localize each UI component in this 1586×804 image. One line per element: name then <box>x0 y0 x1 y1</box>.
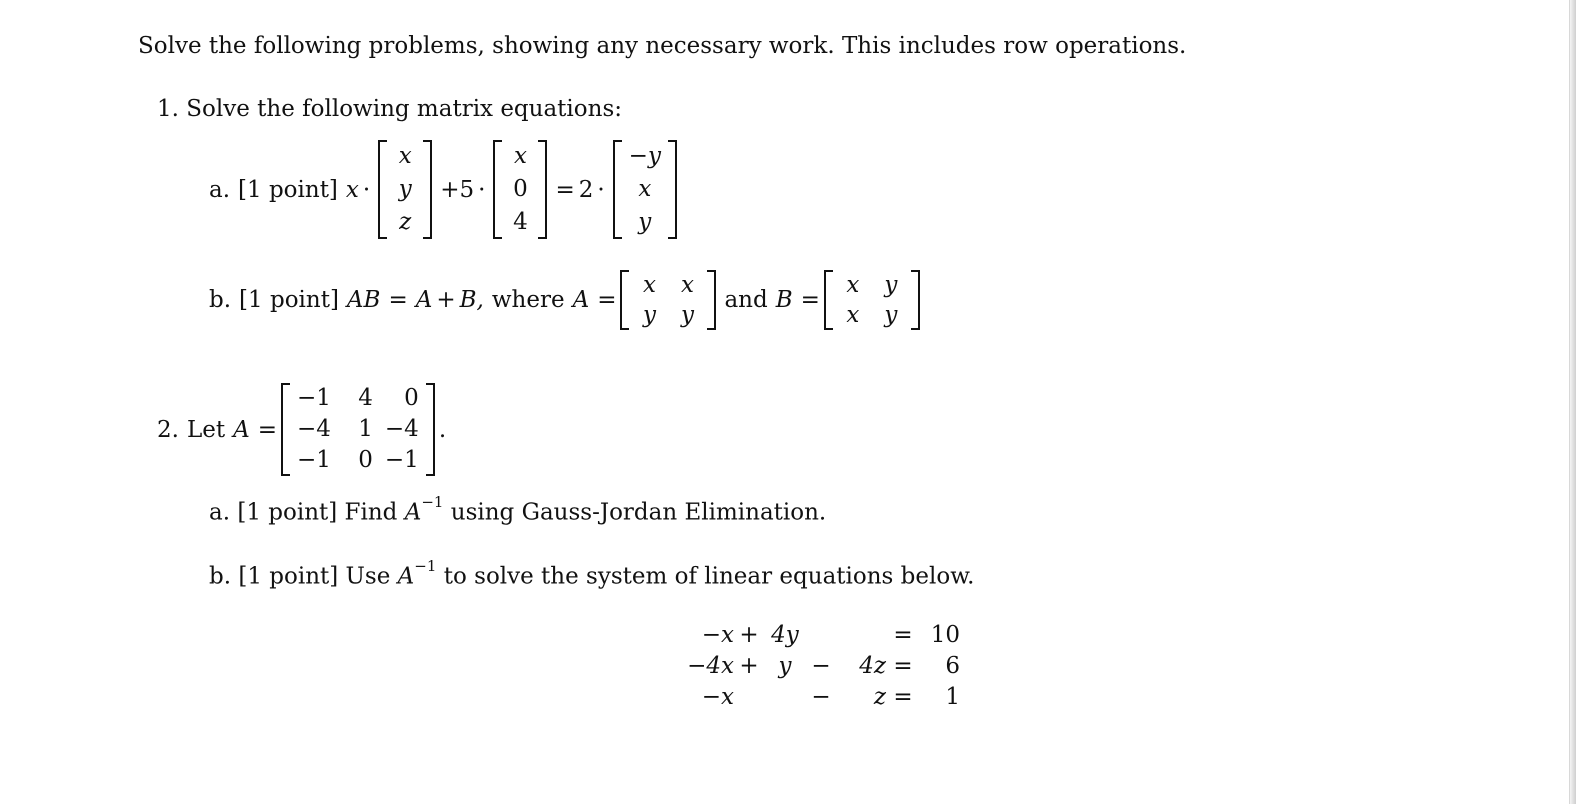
equals-sign: = <box>257 416 277 443</box>
problem-2a-text: using Gauss-Jordan Elimination. <box>450 499 827 526</box>
matrix-cell: 1 <box>358 416 373 442</box>
matrix-b-name: B <box>775 287 793 313</box>
system-operator <box>806 620 836 651</box>
system-term <box>764 682 806 713</box>
vector-yxy <box>613 140 677 239</box>
vector-cell: y <box>638 209 652 235</box>
matrix-cell: x <box>680 272 694 298</box>
matrix-b-2x2 <box>824 270 920 330</box>
system-term <box>836 620 886 651</box>
matrix-cell: −4 <box>384 416 419 442</box>
system-operator: + <box>739 653 759 679</box>
matrix-cell: −4 <box>297 416 331 442</box>
matrix-cell: x <box>642 272 656 298</box>
problem-1-title: Solve the following matrix equations: <box>186 96 622 122</box>
problem-1-heading <box>157 96 622 122</box>
inverse-superscript: −1 <box>421 493 444 511</box>
equals-sign: = <box>893 684 913 710</box>
equation-rhs-a: A <box>415 287 433 313</box>
vector-cell: x <box>398 143 412 169</box>
vector-xyz <box>378 140 432 239</box>
matrix-a-name: A <box>572 287 590 313</box>
vector-cell: 4 <box>513 209 528 235</box>
matrix-a-name: A <box>397 563 415 590</box>
system-operator <box>734 682 764 713</box>
linear-system <box>682 620 960 713</box>
vector-cell: z <box>399 209 412 235</box>
system-constant: 6 <box>945 653 960 679</box>
matrix-cell: 0 <box>358 447 373 473</box>
window-right-edge <box>1569 0 1576 804</box>
vector-cell: x <box>638 176 652 202</box>
system-term: z <box>873 684 886 710</box>
matrix-a-2x2 <box>620 270 716 330</box>
problem-1b-points: [1 point] <box>239 287 339 313</box>
system-term: 4z <box>859 653 886 679</box>
matrix-cell: x <box>846 302 860 328</box>
vector-cell: y <box>398 176 412 202</box>
matrix-cell: −1 <box>297 385 331 411</box>
dot-operator: · <box>597 176 605 203</box>
matrix-cell: x <box>846 272 860 298</box>
system-term: −x <box>701 684 734 710</box>
vector-cell: −y <box>628 143 661 169</box>
problem-2a-points: [1 point] <box>237 499 338 526</box>
vector-x04 <box>493 140 547 239</box>
problem-1-number: 1. <box>157 96 179 122</box>
problem-1a-coef-2: 2 <box>578 176 594 203</box>
system-constant: 10 <box>930 622 960 648</box>
equation-rhs-b: B, <box>459 287 484 313</box>
system-operator: + <box>739 622 759 648</box>
use-word: Use <box>345 563 391 590</box>
inverse-superscript: −1 <box>414 557 437 575</box>
equals-sign: = <box>555 176 575 203</box>
matrix-cell: 0 <box>404 385 419 411</box>
system-operator: − <box>811 653 831 679</box>
dot-operator: · <box>478 176 486 203</box>
equals-sign: = <box>388 287 408 313</box>
plus-operator: + <box>436 287 456 313</box>
problem-2b-points: [1 point] <box>238 563 339 590</box>
vector-cell: 0 <box>513 176 528 202</box>
and-word: and <box>724 287 768 313</box>
where-word: where <box>491 287 565 313</box>
period: . <box>438 416 447 443</box>
problem-2b-text: to solve the system of linear equations below. <box>443 563 975 590</box>
equation-lhs: AB <box>346 287 381 313</box>
problem-1a-points: [1 point] <box>238 176 338 203</box>
system-constant: 1 <box>945 684 960 710</box>
problem-2b <box>209 557 975 590</box>
matrix-cell: −1 <box>384 447 419 473</box>
instructions-text: Solve the following problems, showing any necessary work. This includes row operations. <box>138 33 1187 59</box>
problem-1a-coef-x: x <box>345 176 359 203</box>
problem-1b <box>209 270 924 330</box>
matrix-cell: y <box>884 302 898 328</box>
problem-1a <box>209 140 681 239</box>
matrix-a-name: A <box>233 416 250 443</box>
problem-1a-label: a. <box>209 176 231 203</box>
problem-2a <box>209 493 827 526</box>
matrix-cell: 4 <box>358 385 373 411</box>
vector-cell: x <box>513 143 527 169</box>
system-term: −4x <box>687 653 734 679</box>
problem-1b-label: b. <box>209 287 232 313</box>
plus-operator: + <box>440 176 460 203</box>
problem-2 <box>157 383 446 476</box>
matrix-a-name: A <box>404 499 422 526</box>
equals-sign: = <box>893 653 913 679</box>
dot-operator: · <box>362 176 371 203</box>
equals-sign: = <box>800 287 820 313</box>
matrix-cell: y <box>642 302 656 328</box>
system-term: −x <box>701 622 734 648</box>
system-operator: − <box>811 684 831 710</box>
matrix-cell: y <box>680 302 694 328</box>
find-word: Find <box>344 499 398 526</box>
let-word: Let <box>186 416 226 443</box>
problem-2a-label: a. <box>209 499 231 526</box>
matrix-cell: y <box>884 272 898 298</box>
matrix-cell: −1 <box>297 447 331 473</box>
system-term: 4y <box>771 622 799 648</box>
problem-1a-coef-5: 5 <box>459 176 475 203</box>
equals-sign: = <box>893 622 913 648</box>
system-term: y <box>778 653 792 679</box>
problem-2b-label: b. <box>209 563 232 590</box>
matrix-a-3x3 <box>281 383 435 476</box>
equals-sign: = <box>597 287 617 313</box>
problem-2-number: 2. <box>157 416 179 443</box>
